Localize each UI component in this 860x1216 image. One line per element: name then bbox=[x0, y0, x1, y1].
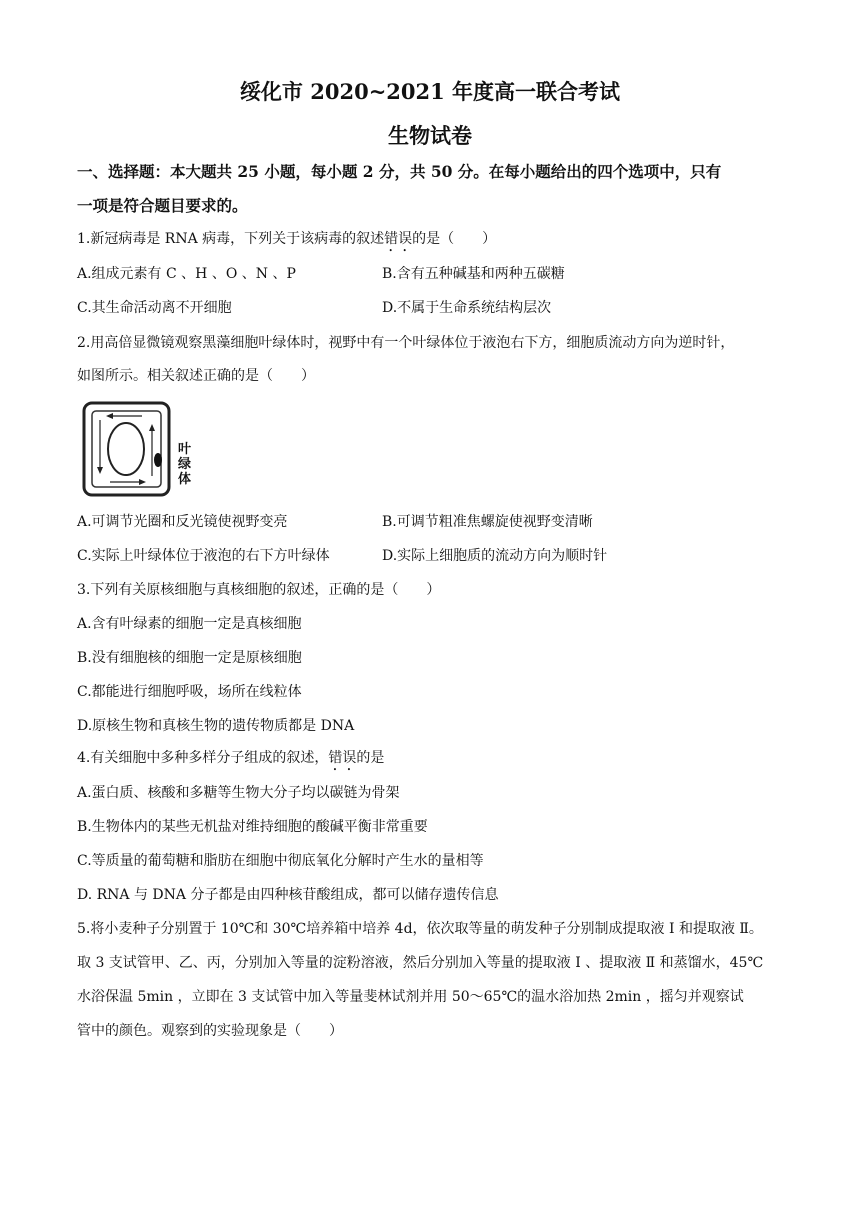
chloroplast-cell-figure bbox=[78, 400, 198, 500]
section-heading-line2: 一项是符合题目要求的。 bbox=[77, 196, 248, 215]
question-5-line3: 水浴保温 5min ，立即在 3 支试管中加入等量斐林试剂并用 50～65℃的温水浴加热 2min ，摇匀并观察试 bbox=[77, 989, 744, 1005]
question-2-option-d: D.实际上细胞质的流动方向为顺时针 bbox=[382, 548, 608, 564]
question-1-stem-emphasis: 错误 bbox=[384, 231, 413, 247]
question-4-option-d: D. RNA 与 DNA 分子都是由四种核苷酸组成，都可以储存遗传信息 bbox=[77, 887, 499, 903]
question-4-stem-emphasis: 错误 bbox=[328, 750, 357, 766]
question-5-line2: 取 3 支试管甲、乙、丙，分别加入等量的淀粉溶液，然后分别加入等量的提取液 Ⅰ 、提取液 Ⅱ 和蒸馏水，45℃ bbox=[77, 955, 764, 971]
question-3-option-a: A.含有叶绿素的细胞一定是真核细胞 bbox=[77, 616, 302, 632]
question-3-option-b: B.没有细胞核的细胞一定是原核细胞 bbox=[77, 650, 302, 666]
page-title: 绥化市 2020~2021 年度高一联合考试 bbox=[239, 79, 621, 104]
question-4-option-b: B.生物体内的某些无机盐对维持细胞的酸碱平衡非常重要 bbox=[77, 819, 428, 835]
question-3-stem: 3.下列有关原核细胞与真核细胞的叙述，正确的是（ ） bbox=[77, 582, 441, 598]
question-4-stem bbox=[77, 748, 384, 774]
question-2-stem-line1: 2.用高倍显微镜观察黑藻细胞叶绿体时，视野中有一个叶绿体位于液泡右下方，细胞质流动方向为逆时针， bbox=[77, 335, 735, 351]
question-1-stem-a: 1.新冠病毒是 RNA 病毒，下列关于该病毒的叙述 bbox=[77, 231, 385, 247]
question-4-stem-a: 4.有关细胞中多种多样分子组成的叙述， bbox=[77, 750, 329, 766]
question-4-option-c: C.等质量的葡萄糖和脂肪在细胞中彻底氧化分解时产生水的量相等 bbox=[77, 853, 484, 869]
question-4-stem-b: 的是 bbox=[356, 750, 385, 766]
question-5-line1: 5.将小麦种子分别置于 10℃和 30℃培养箱中培养 4d，依次取等量的萌发种子分别制成提取液 Ⅰ 和提取液 Ⅱ。 bbox=[77, 921, 763, 937]
vacuole-ellipse bbox=[108, 423, 144, 475]
question-1-option-d: D.不属于生命系统结构层次 bbox=[382, 300, 552, 316]
question-1-stem bbox=[77, 229, 496, 255]
question-1-option-b: B.含有五种碱基和两种五碳糖 bbox=[382, 266, 565, 282]
question-4-option-a: A.蛋白质、核酸和多糖等生物大分子均以碳链为骨架 bbox=[77, 785, 400, 801]
question-3-option-c: C.都能进行细胞呼吸，场所在线粒体 bbox=[77, 684, 302, 700]
question-2-stem-line2: 如图所示。相关叙述正确的是（ ） bbox=[77, 368, 315, 384]
question-1-option-a: A.组成元素有 C 、H 、O 、N 、P bbox=[77, 266, 296, 282]
chloroplast-dot bbox=[154, 453, 162, 467]
question-2-option-b: B.可调节粗准焦螺旋使视野变清晰 bbox=[382, 514, 593, 530]
question-1-option-c: C.其生命活动离不开细胞 bbox=[77, 300, 232, 316]
question-2-option-a: A.可调节光圈和反光镜使视野变亮 bbox=[77, 514, 288, 530]
page-subtitle: 生物试卷 bbox=[388, 123, 472, 148]
question-5-line4: 管中的颜色。观察到的实验现象是（ ） bbox=[77, 1023, 343, 1039]
question-2-option-c: C.实际上叶绿体位于液泡的右下方叶绿体 bbox=[77, 548, 330, 564]
question-3-option-d: D.原核生物和真核生物的遗传物质都是 DNA bbox=[77, 718, 355, 734]
chloroplast-label: 叶绿体 bbox=[178, 442, 192, 487]
question-1-stem-b: 的是（ ） bbox=[412, 231, 497, 247]
section-heading-line1: 一、选择题：本大题共 25 小题，每小题 2 分，共 50 分。在每小题给出的四个选项中，只有 bbox=[77, 162, 722, 181]
